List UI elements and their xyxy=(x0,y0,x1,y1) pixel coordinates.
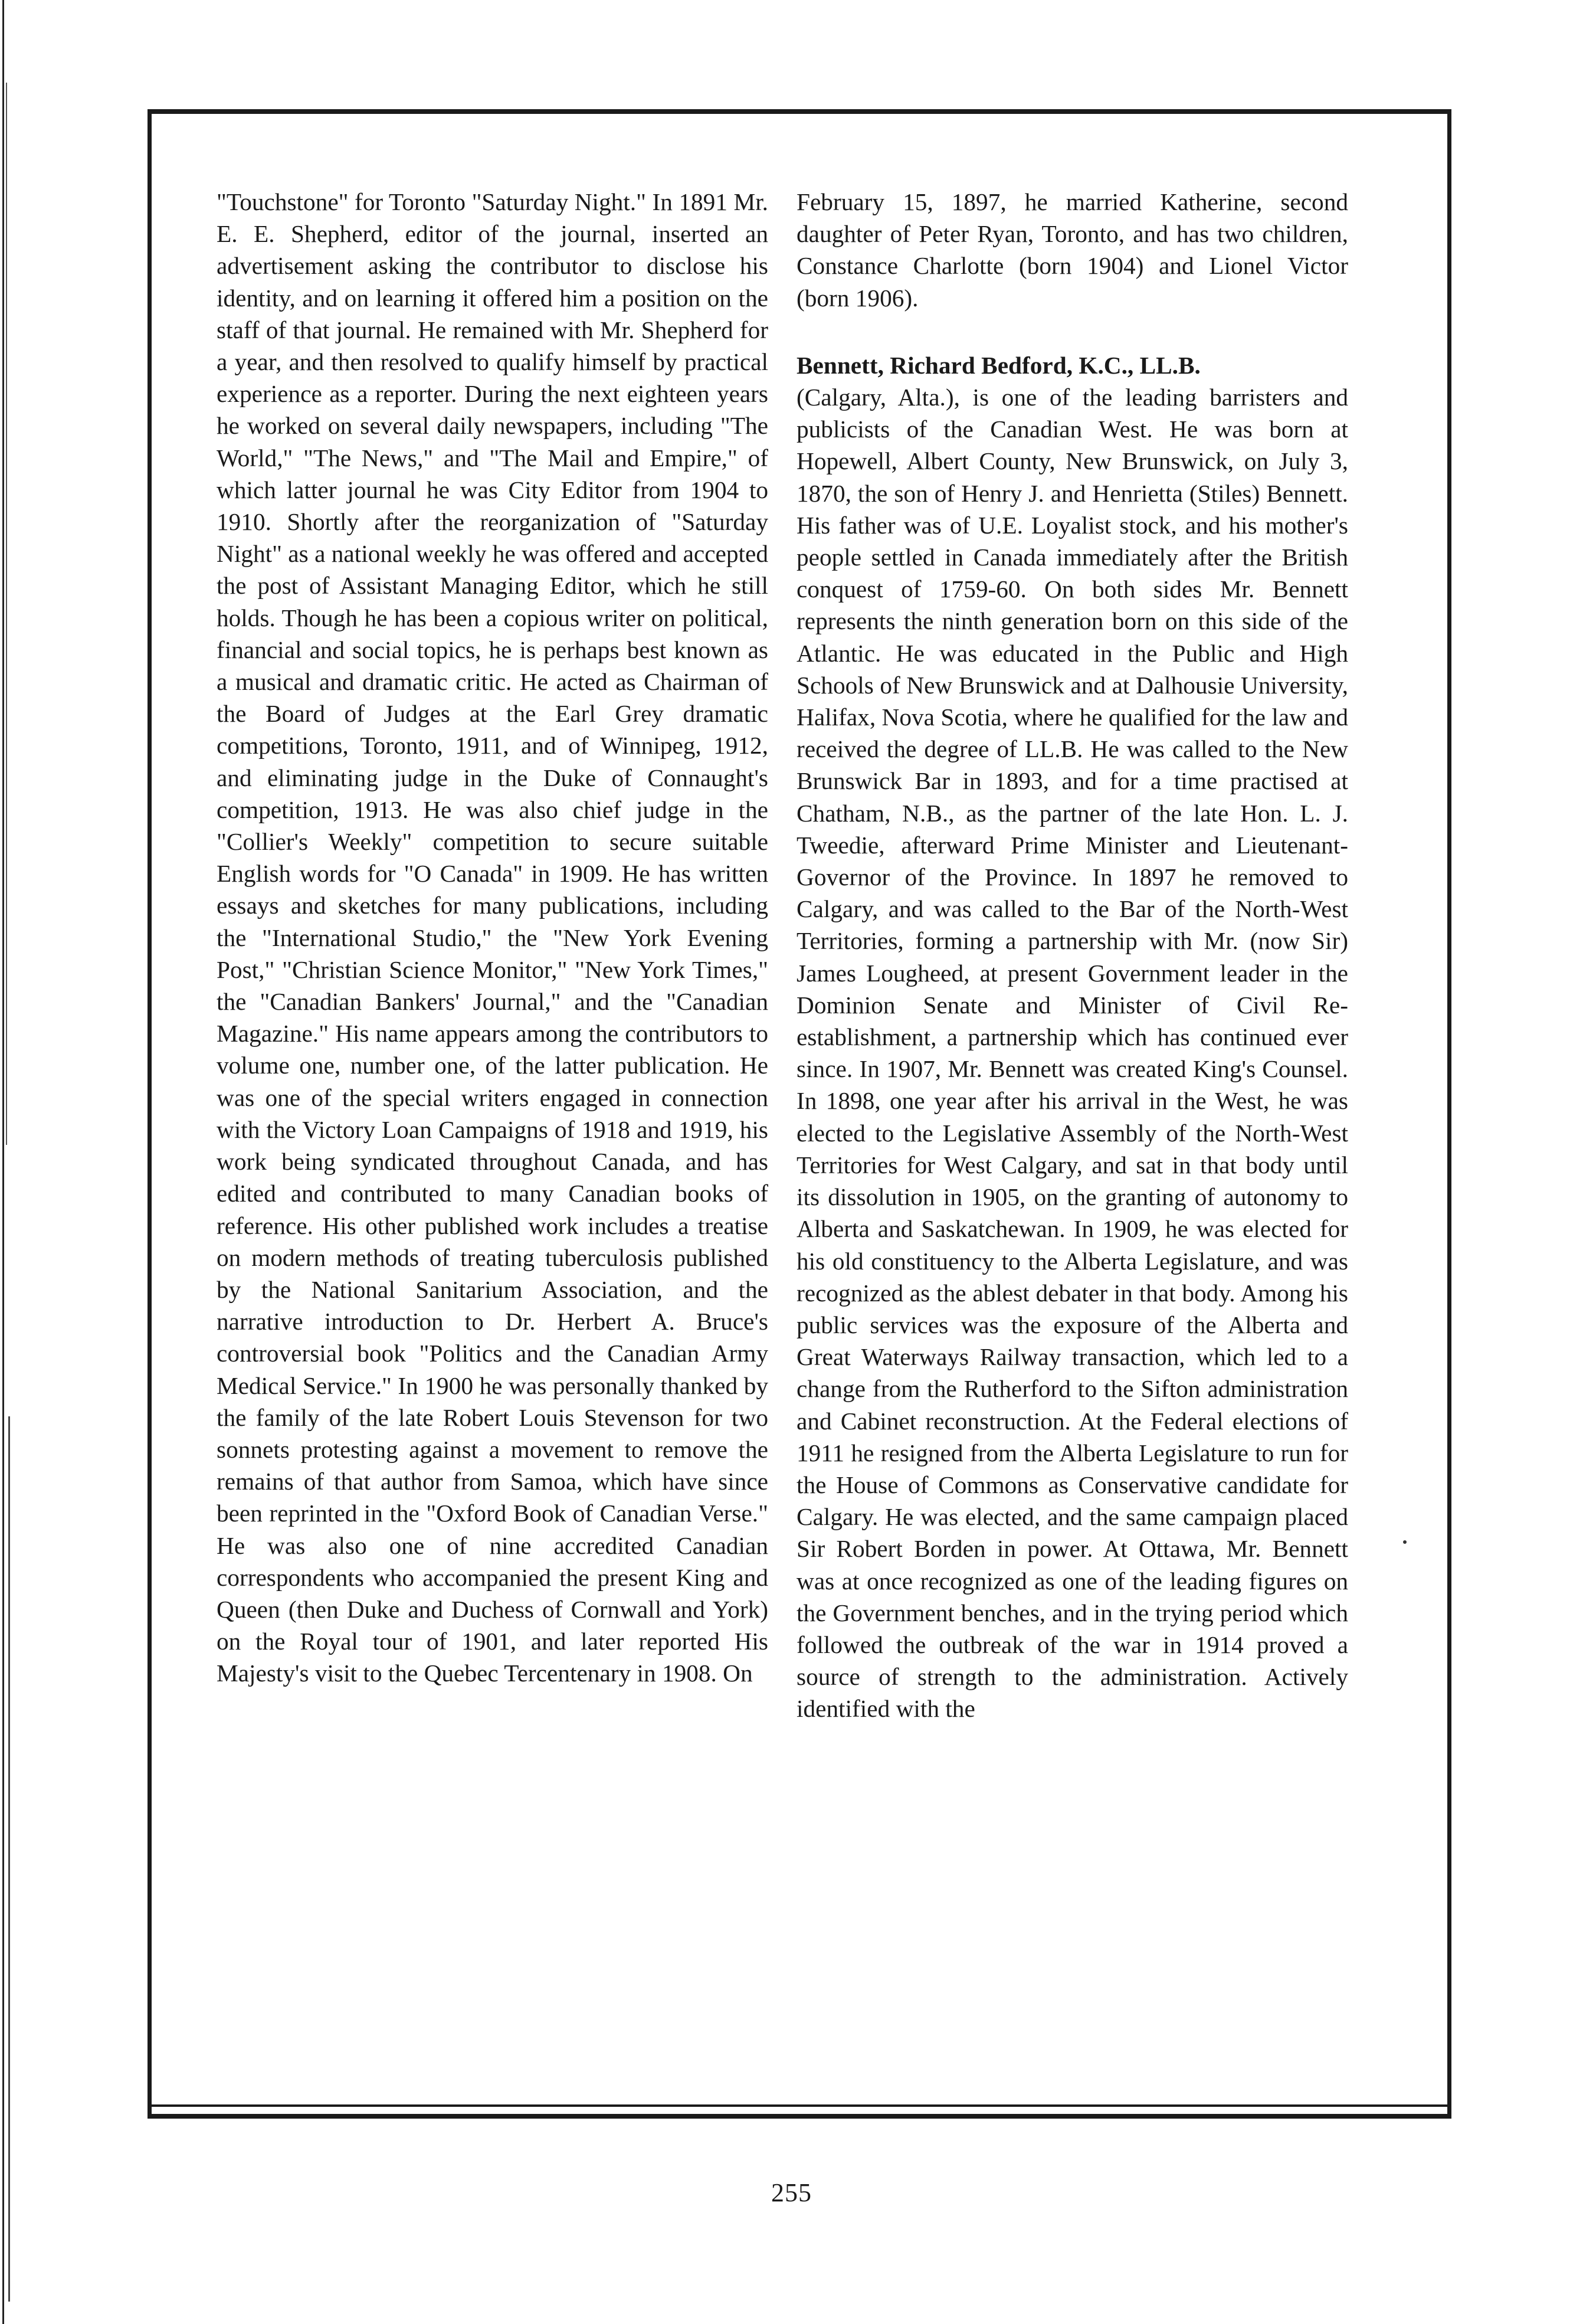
entry-separator xyxy=(797,314,1348,349)
entry-body: (Calgary, Alta.), is one of the leading barristers and publicists of the Canadian West. He was born at Hopewell, Albert County, New Brunswick, on July 3, 1870, the son of Henry J. and Henrietta (Stiles) Bennett. His father was of U.E. Loyalist stock, and his mother's people settled in Canada immediately after the British conquest of 1759-60. On both sides Mr. Bennett represents the ninth generation born on this side of the Atlantic. He was educated in the Public and High Schools of New Brunswick and at Dalhousie University, Halifax, Nova Scotia, where he qualified for the law and received the degree of LL.B. He was called to the New Brunswick Bar in 1893, and for a time practised at Chatham, N.B., as the partner of the late Hon. L. J. Tweedie, afterward Prime Minister and Lieutenant-Governor of the Province. In 1897 he removed to Calgary, and was called to the Bar of the North-West Territories, forming a partnership with Mr. (now Sir) James Lougheed, at present Government leader in the Dominion Senate and Minister of Civil Re-establishment, a partnership which has continued ever since. In 1907, Mr. Bennett was created King's Counsel. In 1898, one year after his arrival in the West, he was elected to the Legislative Assembly of the North-West Territories for West Calgary, and sat in that body until its dissolution in 1905, on the granting of autonomy to Alberta and Saskatchewan. In 1909, he was elected for his old constituency to the Alberta Legislature, and was recognized as the ablest debater in that body. Among his public services was the exposure of the Alberta and Great Waterways Railway transaction, which led to a change from the Rutherford to the Sifton administration and Cabinet reconstruction. At the Federal elections of 1911 he resigned from the Alberta Legislature to run for the House of Commons as Conservative candidate for Calgary. He was elected, and the same campaign placed Sir Robert Borden in power. At Ottawa, Mr. Bennett was at once recognized as one of the leading figures on the Government benches, and in the trying period which followed the outbreak of the war in 1914 proved a source of strength to the administration. Actively identified with the xyxy=(797,384,1348,1723)
page-number: 255 xyxy=(771,2178,812,2207)
right-text-column xyxy=(797,186,1348,1725)
left-column-paragraph: "Touchstone" for Toronto "Saturday Night." In 1891 Mr. E. E. Shepherd, editor of the journal, inserted an advertisement asking the contributor to disclose his identity, and on learning it offered him a position on the staff of that journal. He remained with Mr. Shepherd for a year, and then resolved to qualify himself by practical experience as a reporter. During the next eighteen years he worked on several daily newspapers, including "The World," "The News," and "The Mail and Empire," of which latter journal he was City Editor from 1904 to 1910. Shortly after the reorganization of "Saturday Night" as a national weekly he was offered and accepted the post of Assistant Managing Editor, which he still holds. Though he has been a copious writer on political, financial and social topics, he is perhaps best known as a musical and dramatic critic. He acted as Chairman of the Board of Judges at the Earl Grey dramatic competitions, Toronto, 1911, and of Winnipeg, 1912, and eliminating judge in the Duke of Connaught's competition, 1913. He was also chief judge in the "Collier's Weekly" competition to secure suitable English words for "O Canada" in 1909. He has written essays and sketches for many publications, including the "International Studio," the "New York Evening Post," "Christian Science Monitor," "New York Times," the "Canadian Bankers' Journal," and the "Canadian Magazine." His name appears among the contributors to volume one, number one, of the latter publication. He was one of the special writers engaged in connection with the Victory Loan Campaigns of 1918 and 1919, his work being syndicated throughout Canada, and has edited and contributed to many Canadian books of reference. His other published work includes a treatise on modern methods of treating tuberculosis published by the National Sanitarium Association, and the narrative introduction to Dr. Herbert A. Bruce's controversial book "Politics and the Canadian Army Medical Service." In 1900 he was personally thanked by the family of the late Robert Louis Stevenson for two sonnets protesting against a movement to remove the remains of that author from Samoa, which have since been reprinted in the "Oxford Book of Canadian Verse." He was also one of nine accredited Canadian correspondents who accompanied the present King and Queen (then Duke and Duchess of Cornwall and York) on the Royal tour of 1901, and later reported His Majesty's visit to the Quebec Tercentenary in 1908. On xyxy=(217,188,768,1687)
continued-entry-paragraph: February 15, 1897, he married Katherine, second daughter of Peter Ryan, Toronto, and has two children, Constance Charlotte (born 1904) and Lionel Victor (born 1906). xyxy=(797,188,1348,312)
entry-heading: Bennett, Richard Bedford, K.C., LL.B. xyxy=(797,351,1201,379)
page-binding-edge xyxy=(0,0,13,2324)
bennett-entry xyxy=(797,349,1348,1725)
page-border-inner-rule xyxy=(152,2104,1447,2107)
left-text-column xyxy=(217,186,768,1690)
